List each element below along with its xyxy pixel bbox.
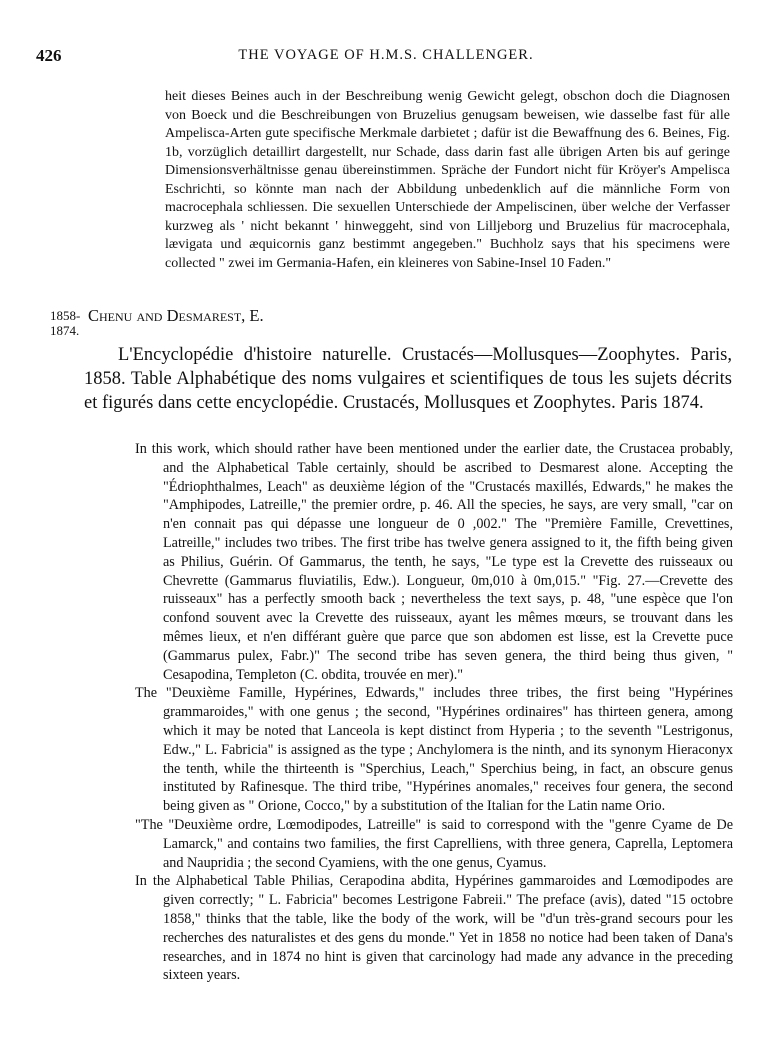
entry-title <box>84 343 732 415</box>
entry-notes <box>135 440 733 985</box>
page-number: 426 <box>36 46 62 65</box>
entry-title-text: L'Encyclopédie d'histoire naturelle. Crustacés—Mollusques—Zoophytes. Paris, 1858. Table Alphabétique des noms vulgaires et scientifiques de tous les sujets décrits et figurés dans cette encyclopédie. Crustacés, Mollusques et Zoophytes. Paris 1874. <box>84 345 732 413</box>
note-paragraph: In the Alphabetical Table Philias, Cerapodina abdita, Hypérines gammaroides and Lœmodipodes are given correctly; " L. Fabricia" becomes Lestrigone Fabreii." The preface (avis), dated "15 octobre 1858," thinks that the table, like the body of the work, will be "d'un très-grand secours pour les recherches des naturalistes et des gens du monde." Yet in 1858 no notice had been taken of Dana's researches, and in 1874 no hint is given that carcinology had made any advance in the preceding sixteen years. <box>135 873 733 984</box>
quoted-passage: heit dieses Beines auch in der Beschreibung wenig Gewicht gelegt, obschon doch die Diagnosen von Boeck und die Beschreibungen von Bruzelius genugsam beweisen, wie dasselbe fast für alle Ampelisca-Arten gute specifische Merkmale darbietet ; dafür ist die Bewaffnung des 6. Beines, Fig. 1b, vorzüglich detaillirt dargestellt, nur Schade, dass darin fast alle übrigen Arten bis auf geringe Dimensionsverhältnisse genau übereinstimmen. Spräche der Fundort nicht für Kröyer's Ampelisca Eschrichti, so könnte man nach der Abbildung unbedenklich auf die männliche Form von macrocephala schliessen. Die sexuellen Unterschiede der Ampeliscinen, über welche der Verfasser kurzweg als ' nicht bekannt ' hinweggeht, sind von Lilljeborg und Bruzelius für macrocephala, lævigata und æquicornis ganz bestimmt angegeben." Buchholz says that his specimens were collected " zwei im Germania-Hafen, ein kleineres von Sabine-Insel 10 Faden." <box>165 89 730 271</box>
entry-year-start: 1858- <box>50 308 81 323</box>
page-header <box>36 46 736 68</box>
note-paragraph: The "Deuxième Famille, Hypérines, Edwards," includes three tribes, the first being "Hypérines grammaroides," with one genus ; the second, "Hypérines ordinaires" has thirteen genera, among which it may be noted that Lanceola is kept distinct from Hyperia ; to the seventh "Lestrigonus, Edw.," L. Fabricia" is assigned as the type ; Anchylomera is the ninth, and its synonym Hieraconyx the tenth, while the thirteenth is "Sperchius, Leach," Sperchius being, in fact, an obscure genus instituted by Rafinesque. The third tribe, "Hypérines anomales," receives four genera, the second being given as " Orione, Cocco," by a substitution of the Italian for the Latin name Orio. <box>135 685 733 815</box>
note-paragraph: "The "Deuxième ordre, Lœmodipodes, Latreille" is said to correspond with the "genre Cyame de De Lamarck," and contains two families, the first Caprelliens, with three genera, Caprella, Leptomera and Naupridia ; the second Cyamiens, with the one genus, Cyamus. <box>135 816 733 871</box>
entry-year-end: 1874. <box>50 323 80 338</box>
entry-years <box>50 308 80 338</box>
note-paragraph: In this work, which should rather have been mentioned under the earlier date, the Crustacea probably, and the Alphabetical Table certainly, should be ascribed to Desmarest alone. Accepting the "Édriophthalmes, Leach" as deuxième légion of the "Crustacés maxillés, Edwards," he makes the "Amphipodes, Latreille," the premier ordre, p. 46. All the species, he says, are very small, "car on n'en connait pas qui dépasse une longueur de 0 ,002." The "Première Famille, Crevettines, Latreille," includes two tribes. The first tribe has twelve genera assigned to it, the fifth being given as Philius, Guérin. Of Gammarus, the tenth, he says, "Le type est la Crevette des ruisseaux ou Chevrette (Gammarus fluviatilis, Edw.). Longueur, 0m,010 à 0m,015." "Fig. 27.—Crevette des ruisseaux" has a perfectly smooth back ; nevertheless the text says, p. 48, "une espèce que l'on confond souvent avec la Crevette des ruisseaux, ayant les mêmes mœurs, se trouvant dans les mêmes lieux, et n'en différant guère que parce que son abdomen est lisse, est la Crevette puce (Gammarus pulex, Fabr.)" The second tribe has seven genera, the third being thus given, " Cesapodina, Templeton (C. obdita, trouvée en mer)." <box>135 441 733 683</box>
running-title: THE VOYAGE OF H.M.S. CHALLENGER. <box>238 47 534 63</box>
entry-author: Chenu and Desmarest, E. <box>88 306 264 325</box>
